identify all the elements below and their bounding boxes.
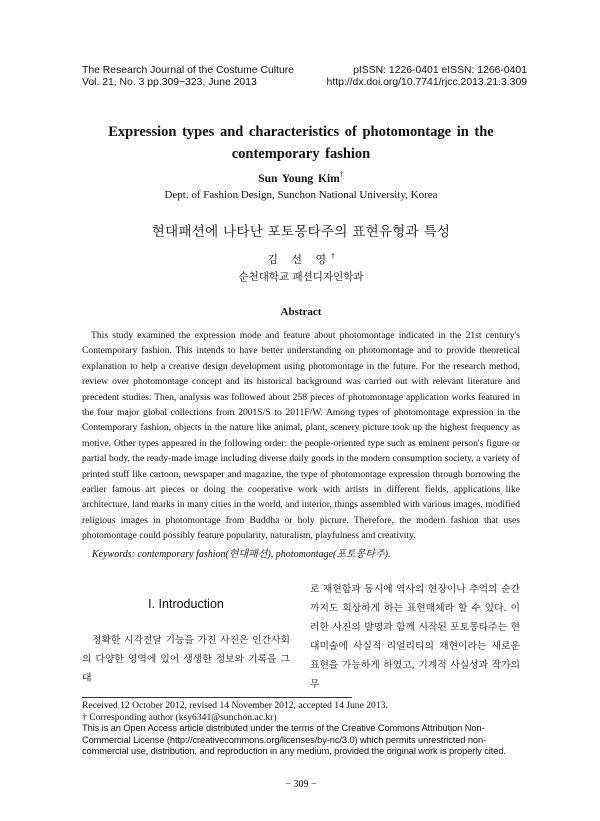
korean-affiliation: 순천대학교 패션디자인학과 — [238, 271, 364, 283]
korean-title: 현대패션에 나타난 포토몽타주의 표현유형과 특성 — [151, 224, 451, 240]
page-number: − 309 − — [285, 779, 317, 790]
header-row-2 — [82, 77, 527, 89]
corresponding-author: † Corresponding author (ksy6341@sunchon.ac.kr) — [82, 711, 277, 723]
section-heading-introduction: I. Introduction — [148, 597, 224, 611]
received-dates: Received 12 October 2012, revised 14 November 2012, accepted 14 June 2013. — [82, 700, 388, 711]
intro-right-text: 로 재현함과 동시에 역사의 현장이나 추억의 순간까지도 회상하게 하는 표현매체라 할 수 있다. 이러한 사진의 발명과 함께 시작된 포토몽타주는 현대미술에 사실적 리얼리티의 재현이라는 새로운 표현을 가능하게 하였고, 기계적 사실성과 작가의 무 — [310, 584, 520, 690]
paper-title: Expression types and characteristics of photomontage in the contemporary fashion — [108, 124, 494, 162]
keywords: Keywords: contemporary fashion(현대패션), photomontage(포토몽타주). — [92, 549, 391, 560]
left-column — [82, 580, 290, 688]
author-mark: † — [339, 170, 344, 179]
header-row-1 — [82, 65, 527, 77]
intro-left-text: 정확한 시각전달 기능을 가진 사진은 인간사회의 다양한 영역에 있어 생생한 정보와 기록을 그대 — [82, 635, 290, 684]
journal-name: The Research Journal of the Costume Culture — [82, 65, 294, 76]
affiliation: Dept. of Fashion Design, Sunchon National University, Korea — [164, 189, 438, 201]
volume-info: Vol. 21, No. 3 pp.309~323, June 2013 — [82, 77, 257, 88]
author-name: Sun Young Kim — [258, 173, 340, 185]
footnotes — [82, 700, 522, 758]
korean-author-mark: † — [331, 252, 335, 260]
doi-link[interactable]: http://dx.doi.org/10.7741/rjcc.2013.21.3.309 — [326, 77, 527, 88]
journal-header — [82, 65, 527, 89]
abstract-heading: Abstract — [280, 306, 322, 318]
license-notice: This is an Open Access article distributed under the terms of the Creative Commons Attribution Non-Commercial License (http://creativecommons.org/licenses/by-nc/3.0) which permits unrestricted non-commercial use, distribution, and reproduction in any medium, provided the original work is properly cited. — [82, 723, 506, 756]
abstract-body: This study examined the expression mode and feature about photomontage indicated in the 21st century's Contemporary fashion. This intends to have better understanding on photomontage and to provide theoretical explanation to help a creative design development using photomontage in the future. For the research method, review over photomontage concept and its historical background was carried out with relevant literature and precedent studies. Then, analysis was followed about 258 pieces of photomontage application works featured in the four major global collections from 2001S/S to 2011F/W. Among types of photomontage expression in the Contemporary fashion, objects in the nature like animal, plant, scenery picture took up the highest frequency as motive. Other types appeared in the following order: the people-oriented type such as eminent person's figure or partial body, the ready-made image including diverse daily goods in the modern consumption society, a variety of printed stuff like cartoon, newspaper and magazine, the type of photomontage expression through borrowing the earlier famous art pieces or doing the cooperative work with artists in different fields, applications like architecture, land marks in many cities in the world, and interior, things assembled with various images, modified religious images in photomontage from Buddha or holy picture. Therefore, the modern fashion that uses photomontage could possibly feature popularity, naturalism, playfulness and creativity. — [82, 330, 520, 542]
korean-author-line — [82, 251, 520, 267]
author-line — [82, 170, 520, 185]
issn: pISSN: 1226-0401 eISSN: 1266-0401 — [353, 65, 527, 76]
footnote-divider — [82, 697, 352, 698]
korean-author: 김 선 영 — [267, 253, 332, 266]
